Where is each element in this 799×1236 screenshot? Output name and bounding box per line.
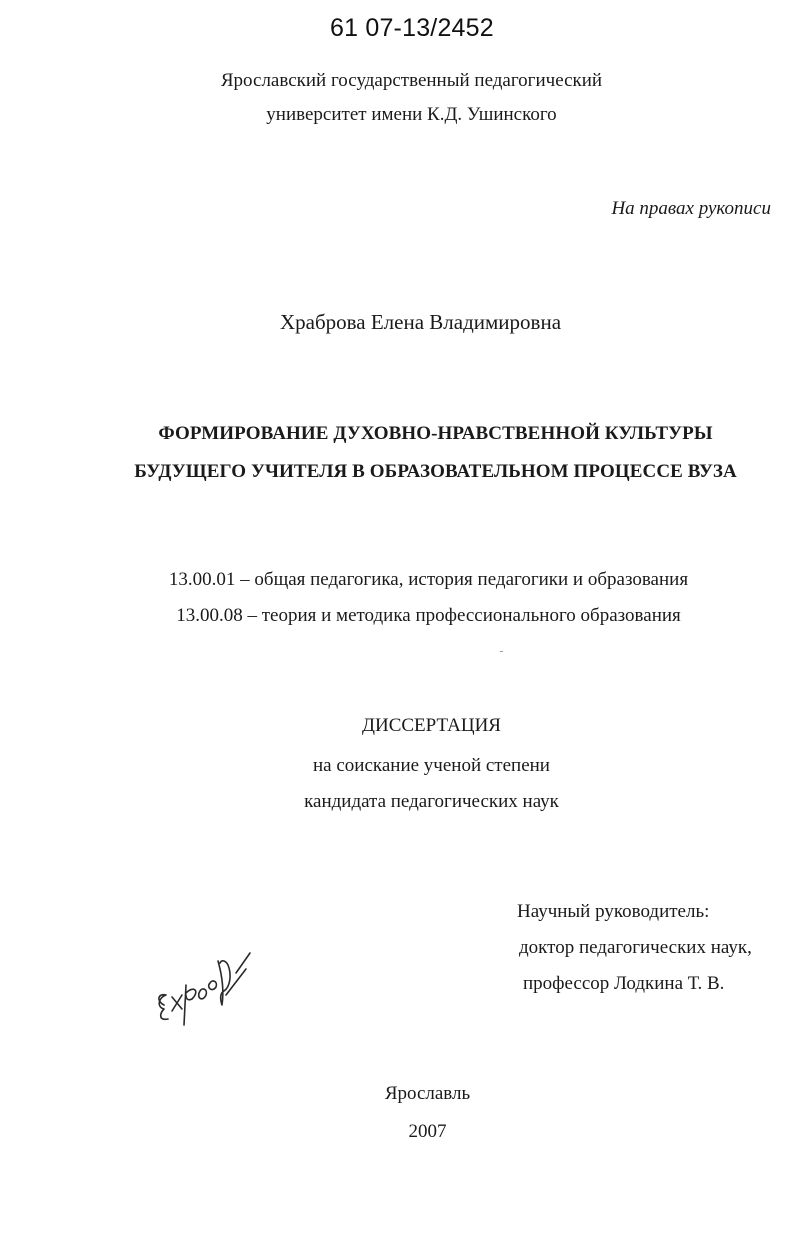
thesis-title-line-2: БУДУЩЕГО УЧИТЕЛЯ В ОБРАЗОВАТЕЛЬНОМ ПРОЦЕССЕ ВУЗА [134, 461, 737, 482]
supervisor-degree: доктор педагогических наук, [519, 937, 752, 958]
city: Ярославль [384, 1083, 471, 1104]
author-name: Храброва Елена Владимировна [279, 310, 562, 334]
degree-name-line: кандидата педагогических наук [304, 791, 559, 812]
archive-stamp-number: 61 07-13/2452 [330, 14, 494, 42]
scan-speck [500, 651, 503, 652]
specialty-code-2: 13.00.08 – теория и методика профессионального образования [176, 605, 681, 626]
handwritten-signature-icon [150, 935, 260, 1030]
manuscript-rights-note: На правах рукописи [611, 198, 771, 219]
degree-purpose-line: на соискание ученой степени [313, 755, 550, 776]
university-line-2: университет имени К.Д. Ушинского [266, 104, 557, 125]
supervisor-name: профессор Лодкина Т. В. [523, 973, 725, 994]
year: 2007 [408, 1121, 447, 1142]
document-type-heading: ДИССЕРТАЦИЯ [362, 715, 501, 736]
specialty-code-1: 13.00.01 – общая педагогика, история педагогики и образования [168, 569, 689, 590]
supervisor-label: Научный руководитель: [517, 901, 710, 922]
university-line-1: Ярославский государственный педагогический [220, 70, 603, 91]
thesis-title-line-1: ФОРМИРОВАНИЕ ДУХОВНО-НРАВСТВЕННОЙ КУЛЬТУРЫ [158, 423, 713, 444]
